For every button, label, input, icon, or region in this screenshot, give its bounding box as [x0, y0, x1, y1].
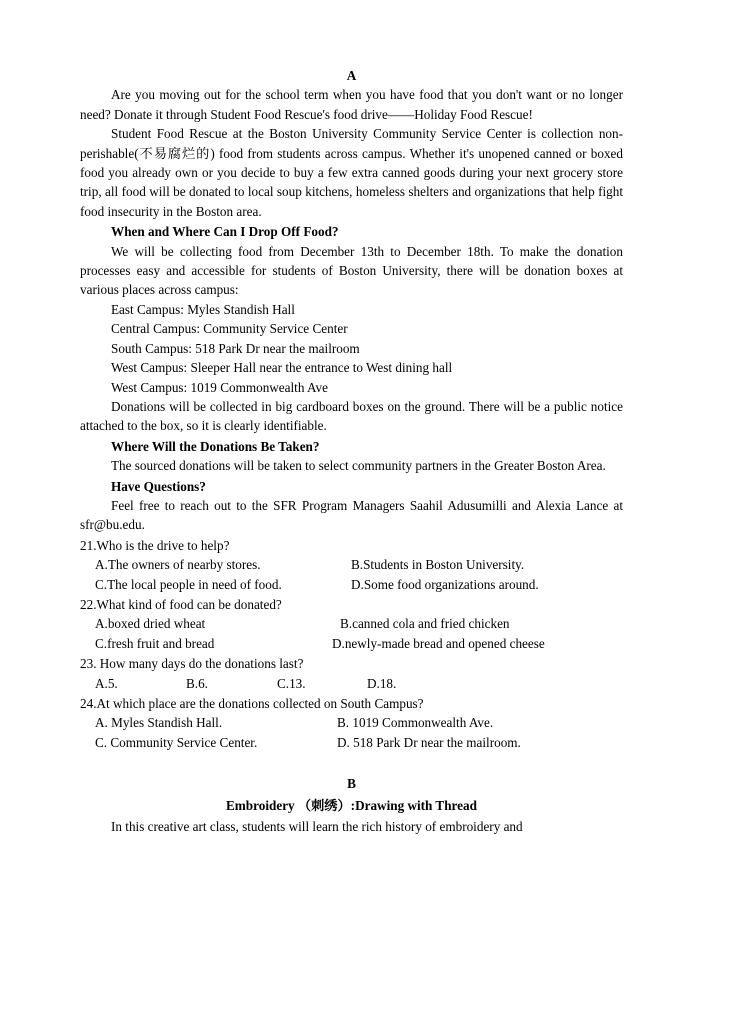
passage-a-paragraph-2: Student Food Rescue at the Boston University Community Service Center is collection non-perishable(不易腐烂的) food from students across campus. Whether it's unopened canned or boxed food you already own or you decide to buy a few extra canned goods during your next grocery store trip, all food will be donated to local soup kitchens, homeless shelters and organizations that help fight food insecurity in the Boston area.	[80, 126, 623, 219]
location-item: East Campus: Myles Standish Hall	[111, 301, 295, 317]
heading-donations-taken: Where Will the Donations Be Taken?	[111, 438, 320, 454]
option-row	[80, 634, 623, 653]
passage-b-title: Embroidery （刺绣）:Drawing with Thread	[226, 797, 477, 813]
passage-a-label: A	[346, 68, 357, 83]
option-c: C.The local people in need of food.	[95, 576, 282, 592]
location-item: Central Campus: Community Service Center	[111, 321, 348, 337]
option-b: B.6.	[186, 675, 208, 691]
passage-b-intro: In this creative art class, students will learn the rich history of embroidery and	[111, 819, 523, 835]
location-item: South Campus: 518 Park Dr near the mailroom	[111, 340, 360, 356]
option-row	[80, 733, 623, 752]
location-item: West Campus: Sleeper Hall near the entrance to West dining hall	[111, 360, 453, 376]
option-c: C. Community Service Center.	[95, 734, 258, 750]
option-d: D. 518 Park Dr near the mailroom.	[337, 734, 521, 750]
section-spacer	[80, 752, 623, 774]
option-row	[80, 713, 623, 732]
passage-a-paragraph-6: Feel free to reach out to the SFR Program Managers Saahil Adusumilli and Alexia Lance at sfr@bu.edu.	[80, 497, 623, 533]
passage-a-paragraph-4: Donations will be collected in big cardboard boxes on the ground. There will be a public notice attached to the box, so it is clearly identifiable.	[80, 398, 623, 434]
question-24	[80, 694, 623, 752]
heading-questions: Have Questions?	[111, 478, 206, 494]
option-a: A. Myles Standish Hall.	[95, 715, 223, 731]
option-d: D.18.	[367, 675, 397, 691]
option-a: A.boxed dried wheat	[95, 616, 206, 632]
option-row	[80, 614, 623, 633]
location-list	[80, 300, 623, 397]
question-stem: 22.What kind of food can be donated?	[80, 596, 282, 612]
option-d: D.newly-made bread and opened cheese	[332, 635, 545, 651]
option-b: B. 1019 Commonwealth Ave.	[337, 715, 494, 731]
question-stem: 23. How many days do the donations last?	[80, 656, 304, 672]
option-row	[80, 674, 623, 693]
document-page	[80, 66, 623, 836]
heading-drop-off: When and Where Can I Drop Off Food?	[111, 224, 339, 240]
option-d: D.Some food organizations around.	[351, 576, 539, 592]
question-stem: 24.At which place are the donations collected on South Campus?	[80, 696, 424, 711]
option-a: A.The owners of nearby stores.	[95, 557, 261, 573]
passage-b-label: B	[347, 776, 356, 792]
option-c: C.13.	[277, 675, 306, 691]
passage-a-intro: Are you moving out for the school term when you have food that you don't want or no longer need? Donate it through Student Food Rescue's food drive——Holiday Food Rescue!	[80, 87, 623, 122]
passage-a-paragraph-5: The sourced donations will be taken to select community partners in the Greater Boston Area.	[111, 458, 606, 474]
question-22	[80, 595, 623, 653]
option-c: C.fresh fruit and bread	[95, 635, 215, 651]
option-a: A.5.	[95, 675, 118, 691]
option-b: B.Students in Boston University.	[351, 557, 525, 573]
passage-a-paragraph-3: We will be collecting food from December 13th to December 18th. To make the donation processes easy and accessible for students of Boston University, there will be donation boxes at various places across campus:	[80, 243, 623, 298]
option-row	[80, 555, 623, 574]
question-23	[80, 654, 623, 693]
option-b: B.canned cola and fried chicken	[340, 616, 510, 632]
option-row	[80, 575, 623, 594]
question-21	[80, 536, 623, 594]
location-item: West Campus: 1019 Commonwealth Ave	[111, 379, 328, 395]
question-stem: 21.Who is the drive to help?	[80, 537, 230, 553]
